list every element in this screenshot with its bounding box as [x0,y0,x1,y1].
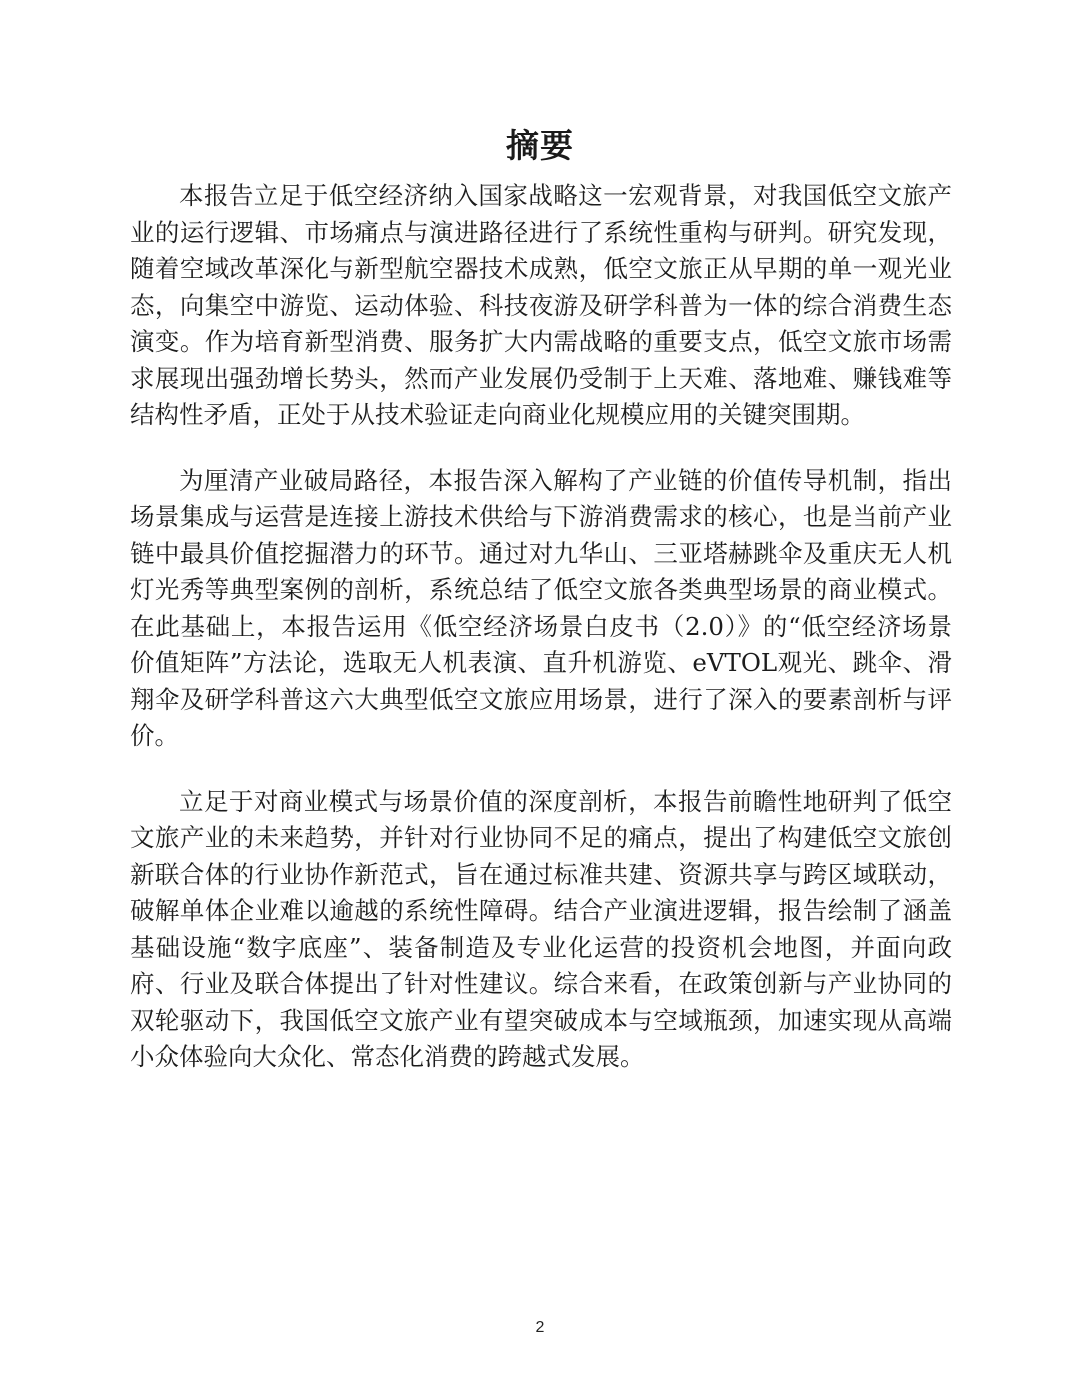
abstract-body [130,178,952,1105]
paragraph-3: 立足于对商业模式与场景价值的深度剖析，本报告前瞻性地研判了低空文旅产业的未来趋势，并针对行业协同不足的痛点，提出了构建低空文旅创新联合体的行业协作新范式，旨在通过标准共建、资源共享与跨区域联动，破解单体企业难以逾越的系统性障碍。结合产业演进逻辑，报告绘制了涵盖基础设施“数字底座”、装备制造及专业化运营的投资机会地图，并面向政府、行业及联合体提出了针对性建议。综合来看，在政策创新与产业协同的双轮驱动下，我国低空文旅产业有望突破成本与空域瓶颈，加速实现从高端小众体验向大众化、常态化消费的跨越式发展。 [130,786,952,1071]
page-title: 摘要 [506,126,574,165]
page-number: 2 [535,1319,545,1336]
paragraph-2: 为厘清产业破局路径，本报告深入解构了产业链的价值传导机制，指出场景集成与运营是连接上游技术供给与下游消费需求的核心，也是当前产业链中最具价值挖掘潜力的环节。通过对九华山、三亚塔赫跳伞及重庆无人机灯光秀等典型案例的剖析，系统总结了低空文旅各类典型场景的商业模式。在此基础上，本报告运用《低空经济场景白皮书（2.0）》的“低空经济场景价值矩阵”方法论，选取无人机表演、直升机游览、eVTOL观光、跳伞、滑翔伞及研学科普这六大典型低空文旅应用场景，进行了深入的要素剖析与评价。 [130,465,952,750]
paragraph-1: 本报告立足于低空经济纳入国家战略这一宏观背景，对我国低空文旅产业的运行逻辑、市场痛点与演进路径进行了系统性重构与研判。研究发现，随着空域改革深化与新型航空器技术成熟，低空文旅正从早期的单一观光业态，向集空中游览、运动体验、科技夜游及研学科普为一体的综合消费生态演变。作为培育新型消费、服务扩大内需战略的重要支点，低空文旅市场需求展现出强劲增长势头，然而产业发展仍受制于上天难、落地难、赚钱难等结构性矛盾，正处于从技术验证走向商业化规模应用的关键突围期。 [130,181,952,429]
